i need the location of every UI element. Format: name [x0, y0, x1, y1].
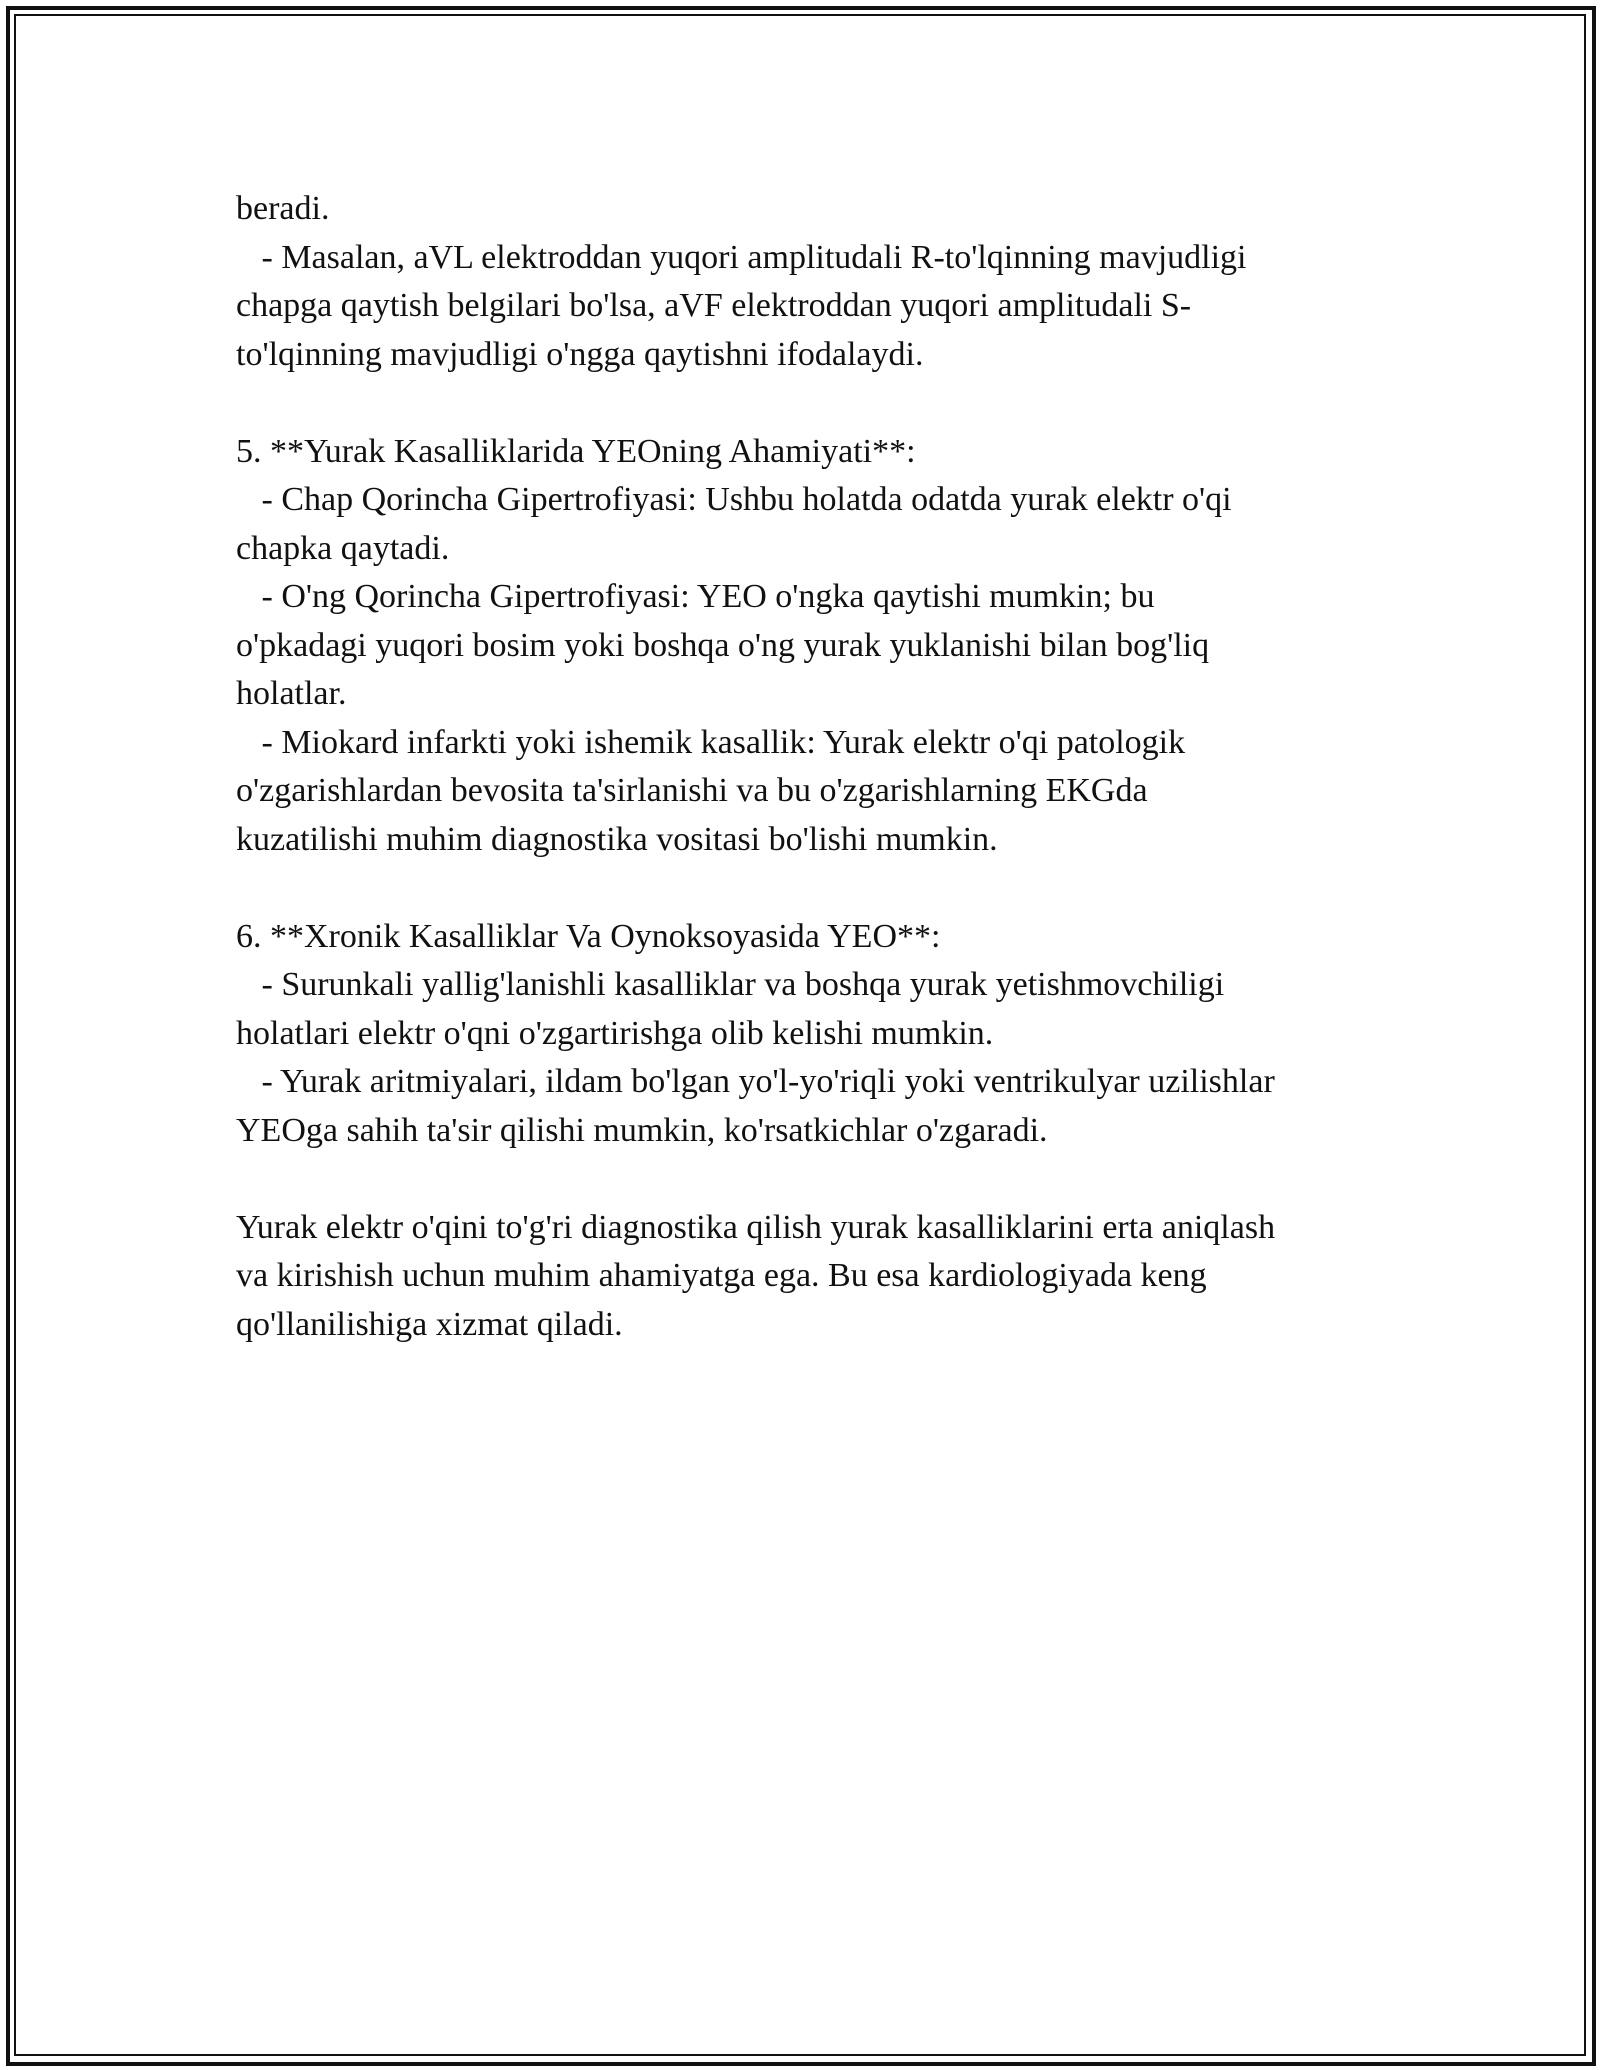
paragraph-gap: [236, 379, 1376, 428]
paragraph-gap: [236, 864, 1376, 913]
text-line: va kirishish uchun muhim ahamiyatga ega. Bu esa kardiologiyada keng: [236, 1257, 1207, 1294]
text-line: o'zgarishlardan bevosita ta'sirlanishi va bu o'zgarishlarning EKGda: [236, 772, 1148, 809]
text-line: - O'ng Qorincha Gipertrofiyasi: YEO o'ngka qaytishi mumkin; bu: [236, 578, 1155, 615]
text-line: holatlar.: [236, 675, 347, 712]
section-heading: 5. **Yurak Kasalliklarida YEOning Ahamiyati**:: [236, 432, 916, 470]
text-line: chapka qaytadi.: [236, 529, 450, 567]
text-line: chapga qaytish belgilari bo'lsa, aVF elektroddan yuqori amplitudali S-: [236, 287, 1192, 324]
text-line: - Miokard infarkti yoki ishemik kasallik: Yurak elektr o'qi patologik: [236, 723, 1186, 761]
paragraph-gap: [236, 1155, 1376, 1204]
text-line: - Chap Qorincha Gipertrofiyasi: Ushbu holatda odatda yurak elektr o'qi: [236, 481, 1232, 518]
text-line: - Masalan, aVL elektroddan yuqori amplitudali R-to'lqinning mavjudligi: [236, 238, 1247, 276]
text-line: beradi.: [236, 190, 330, 227]
text-line: kuzatilishi muhim diagnostika vositasi bo'lishi mumkin.: [236, 820, 998, 858]
text-line: to'lqinning mavjudligi o'ngga qaytishni ifodalaydi.: [236, 335, 924, 373]
document-body: [236, 185, 1376, 1349]
text-line: holatlari elektr o'qni o'zgartirishga olib kelishi mumkin.: [236, 1014, 994, 1052]
section-heading: 6. **Xronik Kasalliklar Va Oynoksoyasida YEO**:: [236, 917, 941, 955]
text-line: o'pkadagi yuqori bosim yoki boshqa o'ng yurak yuklanishi bilan bog'liq: [236, 626, 1210, 664]
text-line: - Surunkali yallig'lanishli kasalliklar va boshqa yurak yetishmovchiligi: [236, 966, 1225, 1003]
text-line: YEOga sahih ta'sir qilishi mumkin, ko'rsatkichlar o'zgaradi.: [236, 1111, 1048, 1149]
text-line: qo'llanilishiga xizmat qiladi.: [236, 1305, 623, 1343]
text-line: Yurak elektr o'qini to'g'ri diagnostika qilish yurak kasalliklarini erta aniqlash: [236, 1208, 1276, 1246]
text-line: - Yurak aritmiyalari, ildam bo'lgan yo'l-yo'riqli yoki ventrikulyar uzilishlar: [236, 1063, 1275, 1100]
